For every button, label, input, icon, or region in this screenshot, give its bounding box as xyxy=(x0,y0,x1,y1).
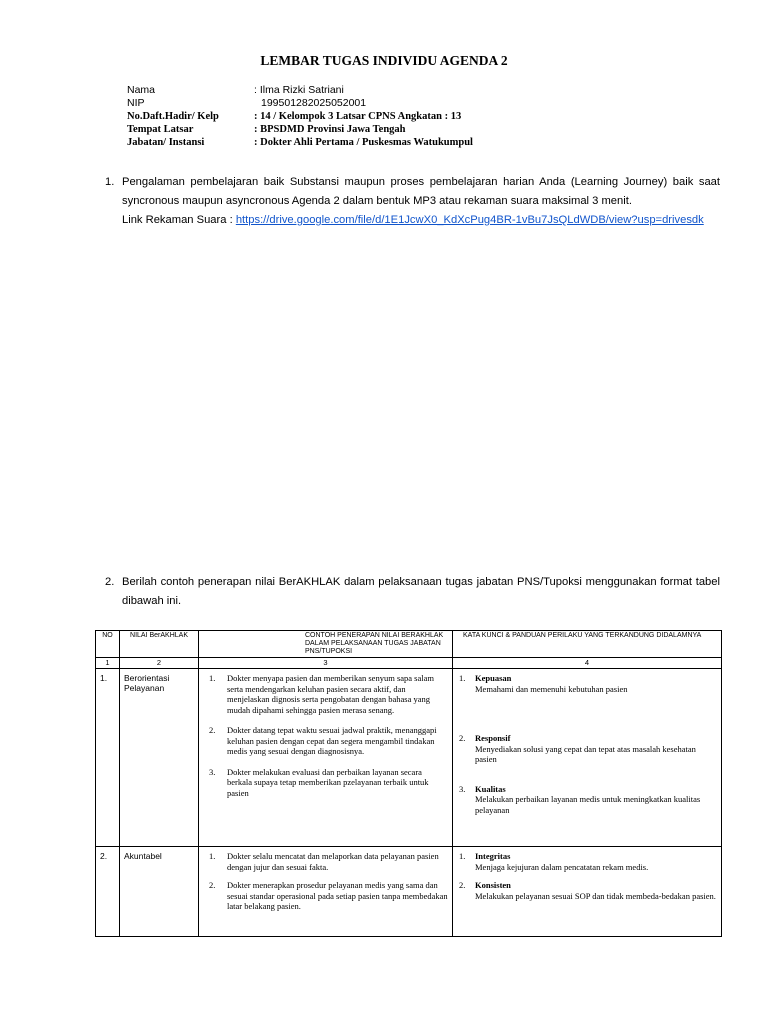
keyword: Integritas xyxy=(475,851,511,861)
header-nilai: NILAI BerAKHLAK xyxy=(120,631,199,658)
identity-row-absen xyxy=(127,110,461,123)
column-number: 4 xyxy=(453,658,722,669)
example-item: 2. Dokter menerapkan prosedur pelayanan medis yang sama dan sesuai standar operasional pada setiap pasien tanpa membedakan latar belakang pasien. xyxy=(209,880,448,911)
identity-label: Nama xyxy=(127,84,156,96)
keyword: Kepuasan xyxy=(475,673,512,683)
question-number: 2. xyxy=(105,576,115,588)
question-number: 1. xyxy=(105,176,115,188)
row-nilai: Akuntabel xyxy=(120,847,199,937)
link-label: Link Rekaman Suara : xyxy=(122,214,236,226)
keyword-item: 3. Kualitas Melakukan perbaikan layanan medis untuk meningkatkan kualitas pelayanan xyxy=(457,784,717,816)
question-1-text: Pengalaman pembelajaran baik Substansi maupun proses pembelajaran harian Anda (Learning Journey) baik saat syncronous maupun asyncronous Agenda 2 dalam bentuk MP3 atau rekaman suara maksimal 3 menit. xyxy=(122,176,720,207)
example-item: 2. Dokter datang tepat waktu sesuai jadwal praktik, menanggapi keluhan pasien dengan cepat dan segera mengambil tindakan medis yang sesuai dengan diagnosisnya. xyxy=(209,725,437,756)
recording-link[interactable]: https://drive.google.com/file/d/1E1JcwX0_KdXcPug4BR-1vBu7JsQLdWDB/view?usp=drivesdk xyxy=(235,214,704,226)
keyword-item: 1. Integritas Menjaga kejujuran dalam pencatatan rekam medis. xyxy=(457,851,717,872)
question-2 xyxy=(105,573,720,611)
row-keywords xyxy=(453,847,722,937)
identity-row-tempat xyxy=(127,123,406,136)
header-kata-kunci: KATA KUNCI & PANDUAN PERILAKU YANG TERKANDUNG DIDALAMNYA xyxy=(453,631,722,658)
identity-row-jabatan xyxy=(127,136,473,149)
identity-row-nip xyxy=(127,97,366,110)
question-2-text: Berilah contoh penerapan nilai BerAKHLAK dalam pelaksanaan tugas jabatan PNS/Tupoksi menggunakan format tabel dibawah ini. xyxy=(122,576,720,607)
row-nilai: Berorientasi Pelayanan xyxy=(120,669,199,847)
keyword-description: Melakukan perbaikan layanan medis untuk meningkatkan kualitas pelayanan xyxy=(475,794,701,815)
identity-label: Tempat Latsar xyxy=(127,124,194,135)
keyword-item: 1. Kepuasan Memahami dan memenuhi kebutuhan pasien xyxy=(457,673,717,694)
keyword-description: Melakukan pelayanan sesuai SOP dan tidak membeda-bedakan pasien. xyxy=(475,890,716,901)
berakhlak-table xyxy=(95,630,722,937)
column-number: 2 xyxy=(120,658,199,669)
identity-value: : BPSDMD Provinsi Jawa Tengah xyxy=(254,124,406,135)
keyword: Responsif xyxy=(475,733,511,743)
identity-label: Jabatan/ Instansi xyxy=(127,137,205,148)
keyword-item: 2. Responsif Menyediakan solusi yang cepat dan tepat atas masalah kesehatan pasien xyxy=(457,733,717,765)
keyword: Konsisten xyxy=(475,880,511,890)
identity-label: No.Daft.Hadir/ Kelp xyxy=(127,111,219,122)
table-row xyxy=(96,847,722,937)
header-no: NO xyxy=(96,631,120,658)
table-header-row xyxy=(96,631,722,658)
column-number: 1 xyxy=(96,658,120,669)
row-keywords xyxy=(453,669,722,847)
example-item: 1. Dokter selalu mencatat dan melaporkan data pelayanan pasien dengan jujur dan sesuai fakta. xyxy=(209,851,439,872)
keyword-description: Menjaga kejujuran dalam pencatatan rekam medis. xyxy=(475,861,649,872)
keyword: Kualitas xyxy=(475,783,506,794)
identity-value: : Ilma Rizki Satriani xyxy=(254,84,344,96)
identity-value: : Dokter Ahli Pertama / Puskesmas Watukumpul xyxy=(254,137,473,148)
column-number: 3 xyxy=(199,658,453,669)
identity-value: 199501282025052001 xyxy=(261,97,367,109)
identity-row-nama xyxy=(127,84,344,97)
column-number-row xyxy=(96,658,722,669)
keyword-description: Memahami dan memenuhi kebutuhan pasien xyxy=(475,683,628,694)
keyword-item: 2. Konsisten Melakukan pelayanan sesuai SOP dan tidak membeda-bedakan pasien. xyxy=(459,880,716,901)
row-number: 2. xyxy=(96,847,120,937)
header-contoh: CONTOH PENERAPAN NILAI BERAKHLAK DALAM PELAKSANAAN TUGAS JABATAN PNS/TUPOKSI xyxy=(199,631,453,658)
identity-label: NIP xyxy=(127,97,145,109)
example-item: 3. Dokter melakukan evaluasi dan perbaikan layanan secara berkala supaya tetap memberikan pzelayanan terbaik untuk pasien xyxy=(209,766,429,798)
keyword-description: Menyediakan solusi yang cepat dan tepat atas masalah kesehatan pasien xyxy=(475,743,696,764)
question-1 xyxy=(105,173,720,230)
identity-value: : 14 / Kelompok 3 Latsar CPNS Angkatan : 13 xyxy=(254,111,462,122)
row-examples xyxy=(199,847,453,937)
row-examples xyxy=(199,669,453,847)
row-number: 1. xyxy=(96,669,120,847)
table-row xyxy=(96,669,722,847)
document-title: LEMBAR TUGAS INDIVIDU AGENDA 2 xyxy=(260,53,508,68)
example-item: 1. Dokter menyapa pasien dan memberikan senyum sapa salam serta mendengarkan keluhan pasien secara aktif, dan menjelaskan dignosis serta pengobatan dengan bahasa yang mudah dipahami sehingga pasien merasa senang. xyxy=(209,673,435,715)
